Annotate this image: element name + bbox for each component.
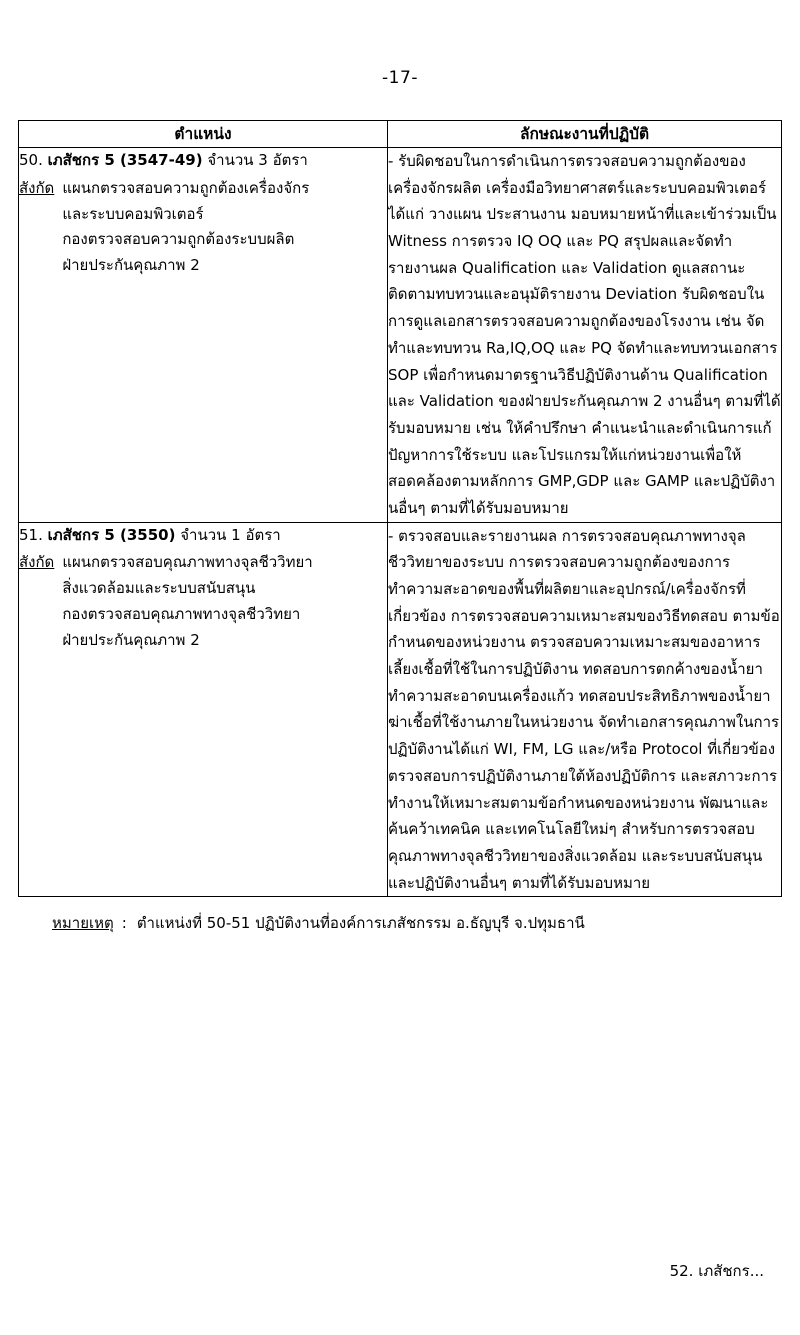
column-header-duties: ลักษณะงานที่ปฏิบัติ — [388, 121, 782, 148]
position-name: เภสัชกร 5 (3550) — [47, 525, 176, 544]
affiliation-block — [19, 550, 387, 653]
duties-cell — [388, 522, 782, 897]
affiliation-label: สังกัด — [19, 178, 55, 197]
position-name: เภสัชกร 5 (3547-49) — [47, 151, 203, 169]
table-header-row — [19, 121, 782, 148]
affiliation-line: สิ่งแวดล้อมและระบบสนับสนุน — [62, 579, 256, 598]
page-number: -17- — [382, 68, 418, 88]
note-label: หมายเหตุ — [52, 914, 114, 933]
table-row — [19, 148, 782, 523]
affiliation-line: แผนกตรวจสอบความถูกต้องเครื่องจักร — [62, 178, 310, 197]
affiliation-values — [62, 550, 387, 653]
affiliation-line: ฝ่ายประกันคุณภาพ 2 — [62, 630, 200, 649]
duties-cell — [388, 148, 782, 523]
affiliation-label: สังกัด — [19, 553, 55, 572]
affiliation-block — [19, 176, 387, 279]
duties-text: - ตรวจสอบและรายงานผล การตรวจสอบคุณภาพทางจุลชีววิทยาของระบบ การตรวจสอบความถูกต้องของการทำความสะอาดของพื้นที่ผลิตยาและอุปกรณ์/เครื่องจักรที่เกี่ยวข้อง การตรวจสอบความเหมาะสมของวิธีทดสอบ ตามข้อกำหนดของหน่วยงาน ตรวจสอบความเหมาะสมของอาหารเลี้ยงเชื้อที่ใช้ในการปฏิบัติงาน ทดสอบการตกค้างของน้ำยาทำความสะอาดบนเครื่องแก้ว ทดสอบประสิทธิภาพของน้ำยาฆ่าเชื้อที่ใช้งานภายในหน่วยงาน จัดทำเอกสารคุณภาพในการปฏิบัติงานได้แก่ WI, FM, LG และ/หรือ Protocol ที่เกี่ยวข้อง ตรวจสอบการปฏิบัติงานภายใต้ห้องปฏิบัติการ และสภาวะการทำงานให้เหมาะสมตามข้อกำหนดของหน่วยงาน พัฒนาและค้นคว้าเทคนิค และเทคโนโลยีใหม่ๆ สำหรับการตรวจสอบคุณภาพทางจุลชีววิทยาของสิ่งแวดล้อม และระบบสนับสนุน และปฏิบัติงานอื่นๆ ตามที่ได้รับมอบหมาย — [388, 526, 780, 892]
affiliation-values — [62, 176, 387, 279]
position-cell — [19, 522, 388, 897]
position-cell — [19, 148, 388, 523]
position-count: จำนวน 1 อัตรา — [180, 525, 281, 544]
position-number: 51. — [19, 525, 43, 544]
position-duties-table — [18, 120, 782, 897]
affiliation-line: แผนกตรวจสอบคุณภาพทางจุลชีววิทยา — [62, 553, 313, 572]
document-page — [0, 68, 800, 1335]
position-number: 50. — [19, 151, 43, 169]
footer-continuation-note: 52. เภสัชกร... — [669, 1262, 764, 1280]
affiliation-line: กองตรวจสอบความถูกต้องระบบผลิต — [62, 230, 295, 249]
table-row — [19, 522, 782, 897]
duties-text: - รับผิดชอบในการดำเนินการตรวจสอบความถูกต้องของเครื่องจักรผลิต เครื่องมือวิทยาศาสตร์และระบบคอมพิวเตอร์ ได้แก่ วางแผน ประสานงาน มอบหมายหน้าที่และเข้าร่วมเป็น Witness การตรวจ IQ OQ และ PQ สรุปผลและจัดทำรายงานผล Qualification และ Validation ดูแลสถานะ ติดตามทบทวนและอนุมัติรายงาน Deviation รับผิดชอบในการดูแลเอกสารตรวจสอบความถูกต้องของโรงงาน เช่น จัดทำและทบทวน Ra,IQ,OQ และ PQ จัดทำและทบทวนเอกสาร SOP เพื่อกำหนดมาตรฐานวิธีปฏิบัติงานด้าน Qualification และ Validation ของฝ่ายประกันคุณภาพ 2 งานอื่นๆ ตามที่ได้รับมอบหมาย เช่น ให้คำปรึกษา คำแนะนำและดำเนินการแก้ปัญหาการใช้ระบบ และโปรแกรมให้แก่หน่วยงานเพื่อให้สอดคล้องตามหลักการ GMP,GDP และ GAMP และปฏิบัติงานอื่นๆ ตามที่ได้รับมอบหมาย — [388, 152, 781, 517]
note-separator: : — [121, 914, 127, 933]
position-count: จำนวน 3 อัตรา — [207, 151, 308, 169]
note-text: ตำแหน่งที่ 50-51 ปฏิบัติงานที่องค์การเภสัชกรรม อ.ธัญบุรี จ.ปทุมธานี — [136, 914, 585, 933]
affiliation-line: และระบบคอมพิวเตอร์ — [62, 204, 204, 223]
column-header-position: ตำแหน่ง — [19, 121, 388, 148]
affiliation-line: กองตรวจสอบคุณภาพทางจุลชีววิทยา — [62, 605, 301, 624]
position-title-line — [19, 523, 387, 549]
position-title-line — [19, 148, 387, 174]
affiliation-line: ฝ่ายประกันคุณภาพ 2 — [62, 256, 200, 275]
note-section — [52, 911, 782, 935]
